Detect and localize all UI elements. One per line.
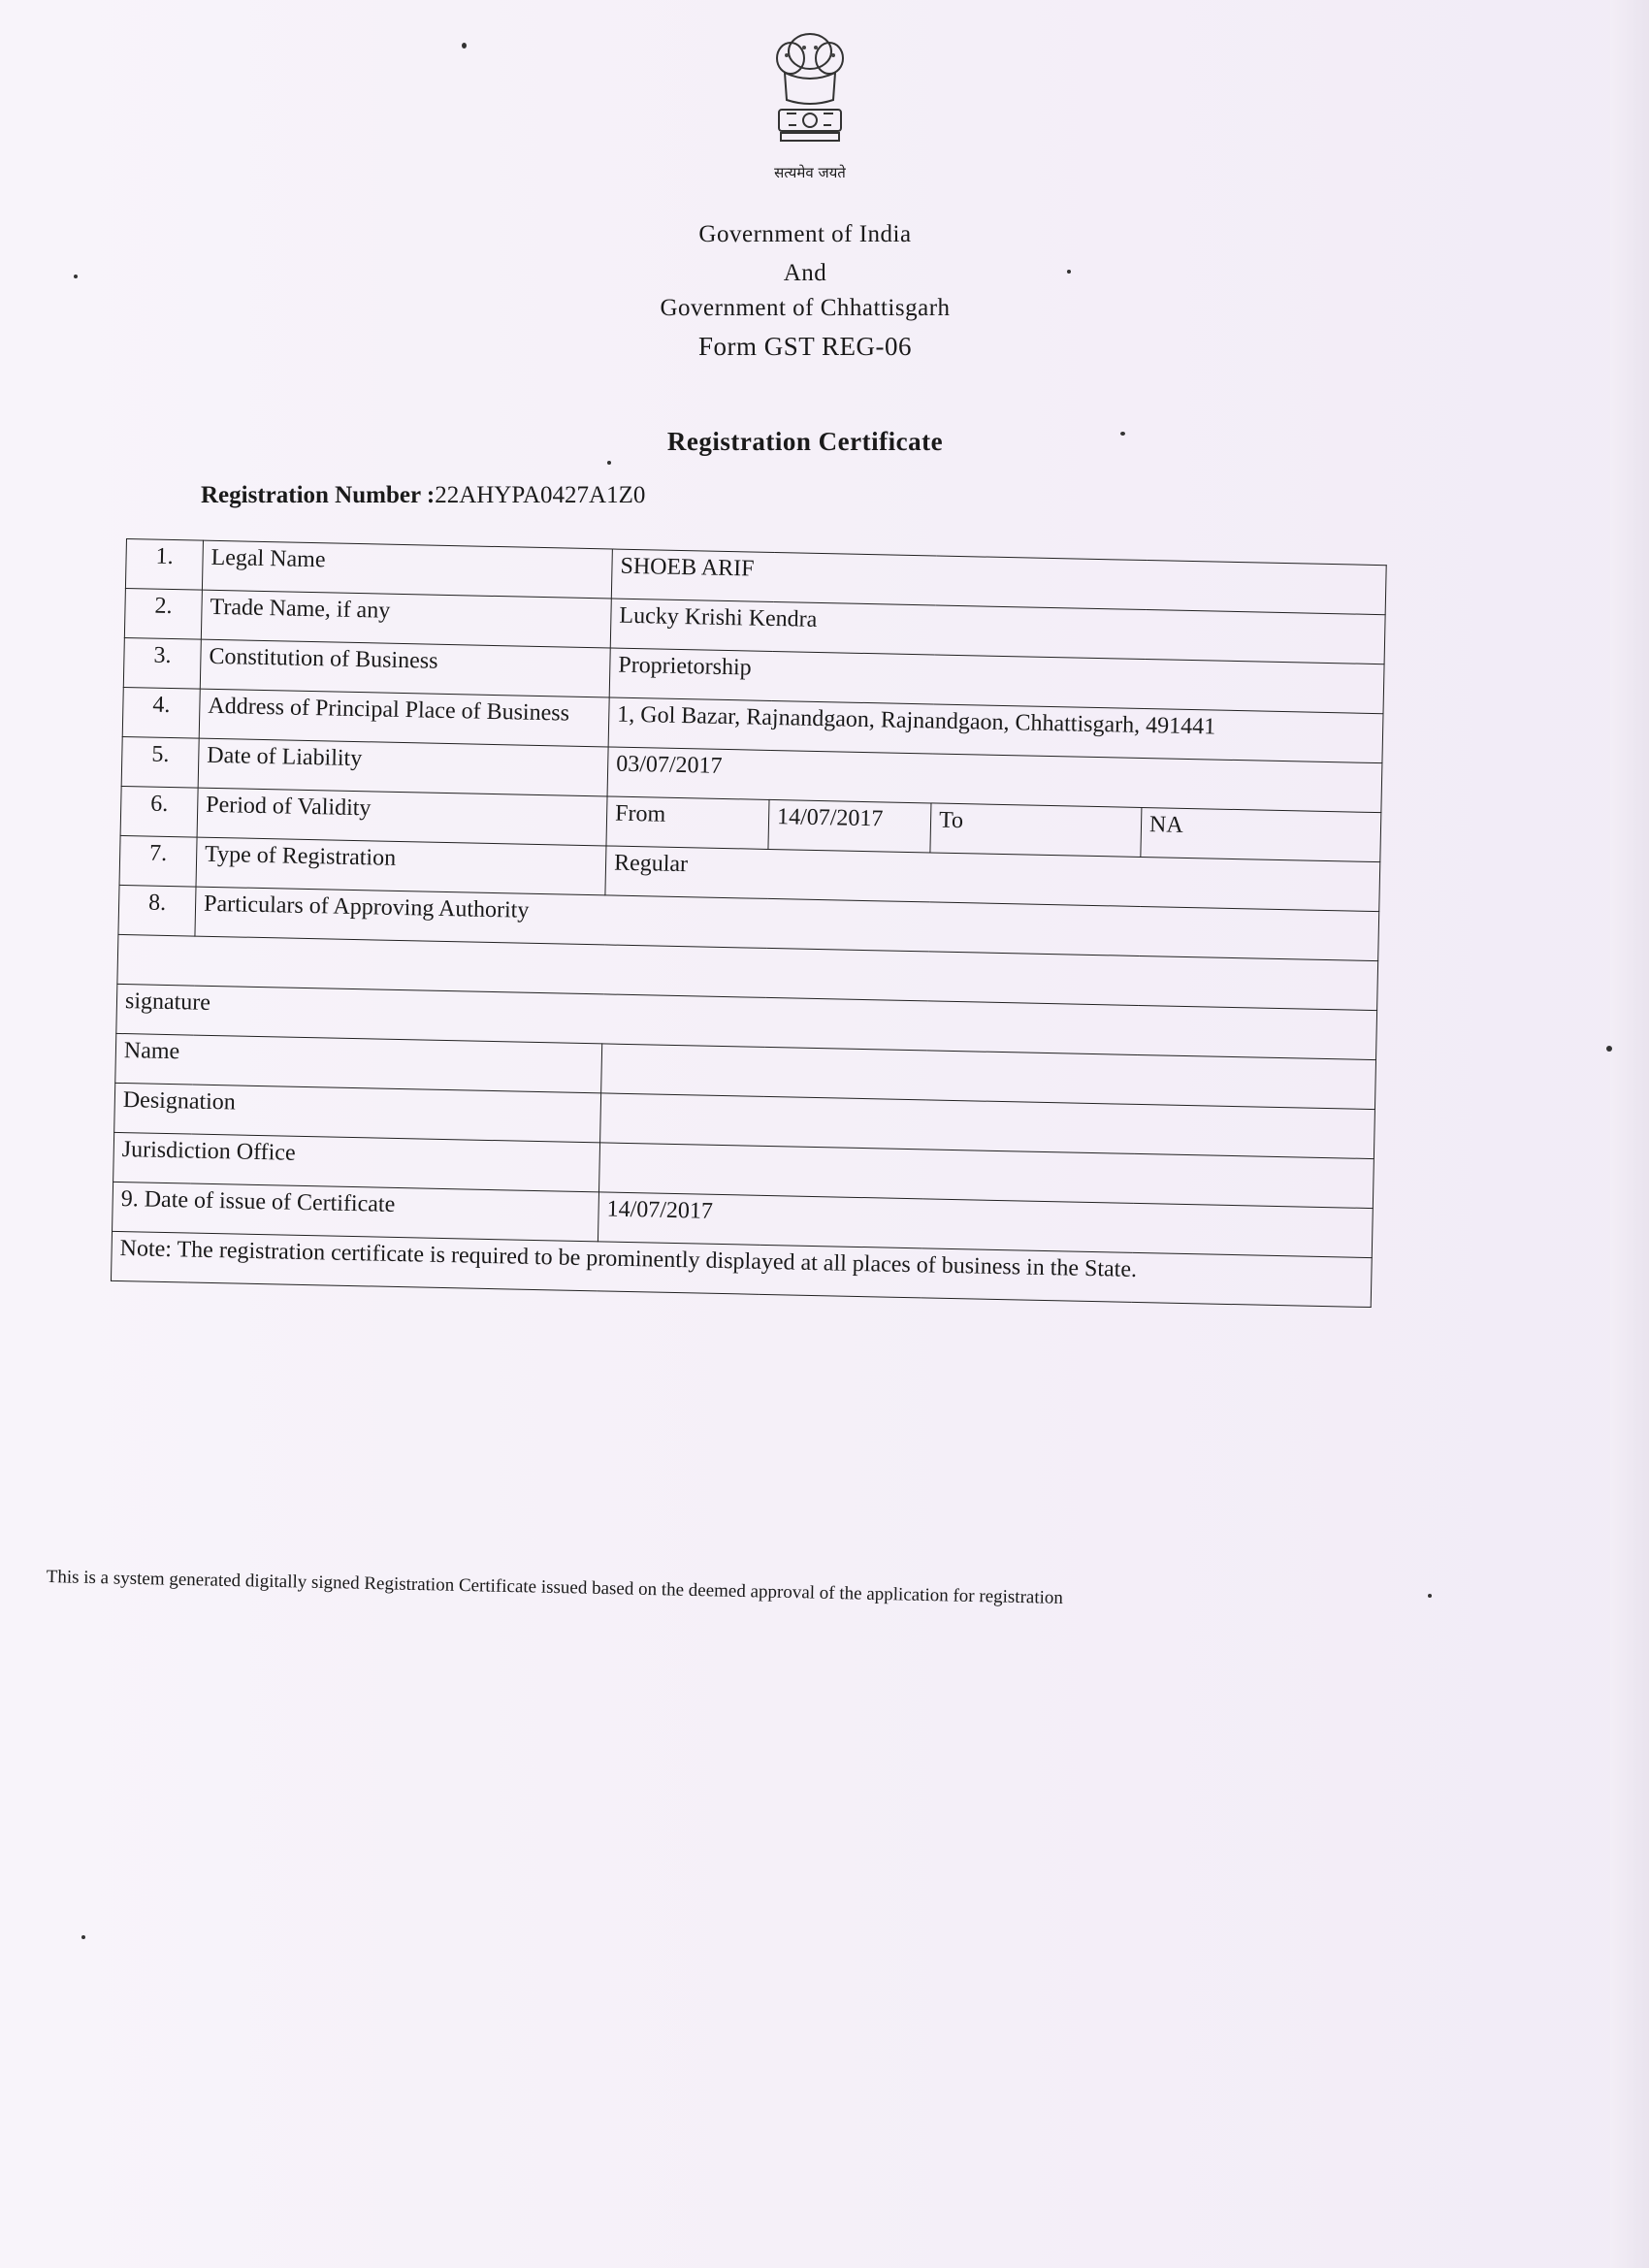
page-title: Registration Certificate [666,427,944,456]
office-label: Jurisdiction Office [113,1132,600,1191]
row-number: 7. [119,835,197,887]
row-number: 4. [122,687,200,738]
row-label: Address of Principal Place of Business [199,689,609,747]
registration-number-value: 22AHYPA0427A1Z0 [435,482,646,508]
row-label: Period of Validity [197,788,607,846]
row-label: Type of Registration [196,837,606,895]
row-label: Legal Name [202,540,612,599]
validity-to-value: NA [1141,807,1381,861]
page-edge [1610,0,1649,2268]
row-value: Lucky Krishi Kendra [610,599,1385,664]
row-label: Particulars of Approving Authority [195,887,1379,961]
row-label: Trade Name, if any [201,590,611,648]
row-value: 03/07/2017 [607,747,1382,813]
header-line-india: Government of India [698,221,912,247]
registration-number [201,482,645,509]
national-emblem-icon [761,24,858,160]
row-number: 2. [124,588,202,639]
certificate-table-wrapper [111,538,1387,1308]
scan-speck [74,275,78,278]
row-value: SHOEB ARIF [611,549,1386,615]
validity-from-value: 14/07/2017 [768,799,931,852]
scan-speck [1120,432,1125,436]
row-label: Constitution of Business [200,639,610,697]
scan-speck [1428,1594,1432,1598]
row-value: 1, Gol Bazar, Rajnandgaon, Rajnandgaon, Chhattisgarh, 491441 [608,697,1383,763]
issue-date-label: 9. Date of issue of Certificate [113,1182,599,1241]
designation-label: Designation [114,1083,601,1142]
row-value: Regular [605,846,1380,912]
validity-to-label: To [930,803,1142,858]
header-line-state: Government of Chhattisgarh [660,295,951,321]
header-line-and: And [783,260,827,286]
scan-speck [1606,1046,1612,1052]
scan-speck [1067,270,1071,274]
scan-speck [81,1935,85,1939]
signature-label: signature [116,984,1377,1059]
issue-date-value: 14/07/2017 [598,1192,1373,1258]
row-number: 1. [125,539,203,591]
certificate-table [111,538,1387,1308]
emblem-motto: सत्यमेव जयते [774,164,846,181]
form-number: Form GST REG-06 [697,332,913,361]
row-number: 8. [118,885,196,936]
row-value: Proprietorship [609,648,1384,714]
note-text: Note: The registration certificate is required to be prominently displayed at all places of business in the State. [111,1231,1372,1307]
validity-from-label: From [606,796,769,849]
row-number: 6. [120,786,198,837]
footer-note: This is a system generated digitally signed Registration Certificate issued based on the deemed approval of the application for registration [46,1566,1064,1608]
row-label: Date of Liability [198,738,608,796]
name-label: Name [115,1033,602,1092]
scan-speck [607,461,611,465]
registration-number-label: Registration Number : [201,482,436,508]
row-number: 3. [123,637,201,689]
scan-speck [462,43,467,49]
row-number: 5. [121,736,199,788]
